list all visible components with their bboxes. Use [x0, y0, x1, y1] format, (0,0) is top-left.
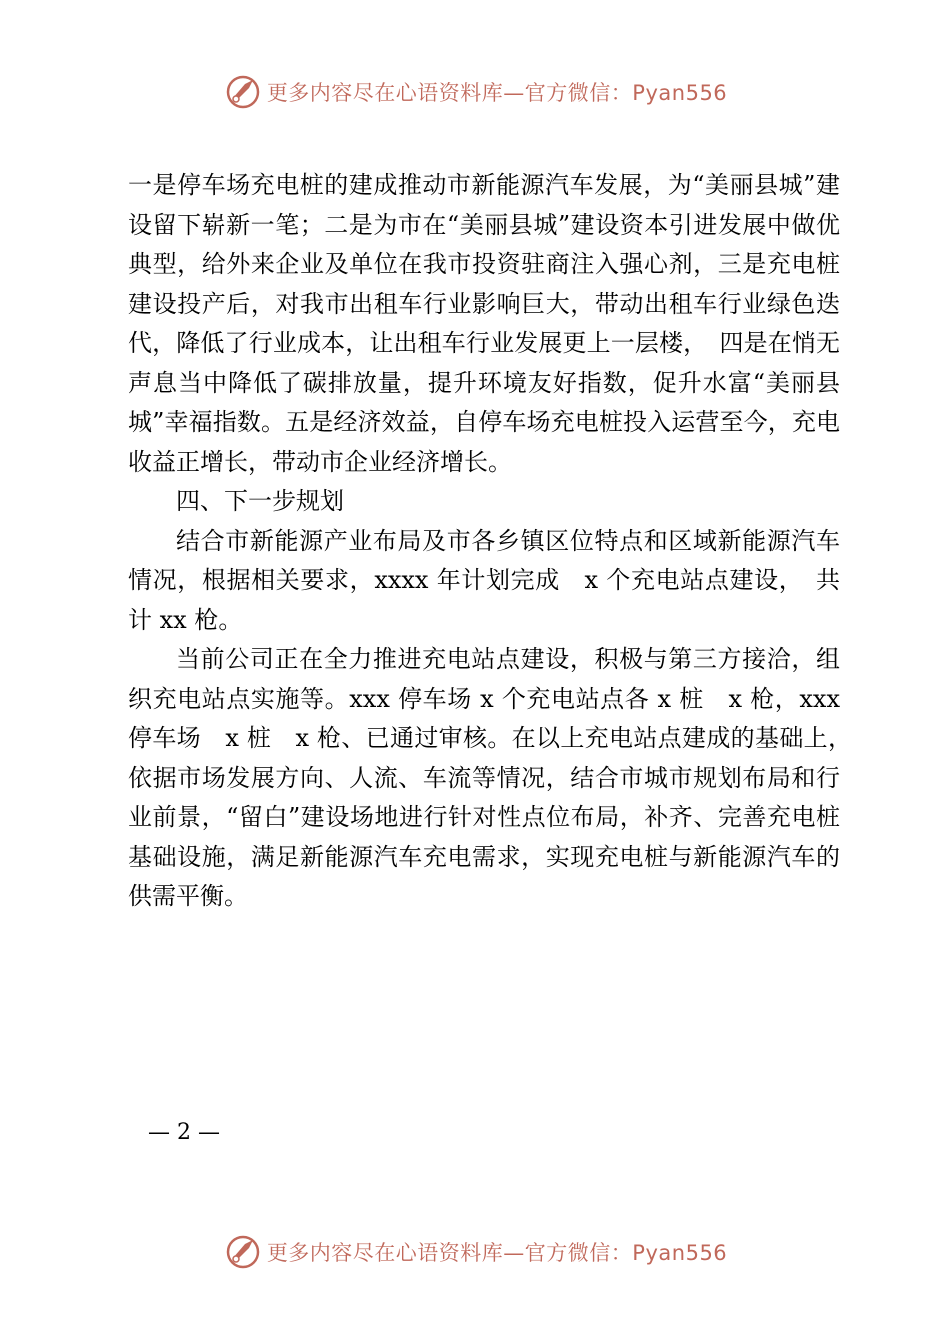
logo-icon	[223, 72, 263, 112]
footer-banner	[0, 1232, 950, 1272]
header-banner-text: 更多内容尽在心语资料库—官方微信：Pyan556	[266, 81, 728, 105]
document-body	[128, 166, 864, 917]
page-number: — 2 —	[148, 1120, 220, 1145]
paragraph-benefits: 一是停车场充电桩的建成推动市新能源汽车发展，为“美丽县城”建设留下崭新一笔；二是为市在“美丽县城”建设资本引进发展中做优典型，给外来企业及单位在我市投资驻商注入强心剂，三是充电桩建设投产后，对我市出租车行业影响巨大，带动出租车行业绿色迭代，降低了行业成本，让出租车行业发展更上一层楼， 四是在悄无声息当中降低了碳排放量，提升环境友好指数，促升水富“美丽县城”幸福指数。五是经济效益，自停车场充电桩投入运营至今，充电收益正增长，带动市企业经济增长。	[128, 171, 840, 476]
section-heading-next-steps: 四、下一步规划	[176, 487, 344, 515]
paragraph-plan: 结合市新能源产业布局及市各乡镇区位特点和区域新能源汽车情况，根据相关要求，xxxx 年计划完成 x 个充电站点建设， 共计 xx 枪。	[128, 526, 840, 634]
logo-icon	[223, 1232, 263, 1272]
header-banner	[0, 72, 950, 112]
footer-banner-text: 更多内容尽在心语资料库—官方微信：Pyan556	[266, 1241, 728, 1265]
paragraph-progress: 当前公司正在全力推进充电站点建设，积极与第三方接洽，组织充电站点实施等。xxx 停车场 x 个充电站点各 x 桩 x 枪，xxx 停车场 x 桩 x 枪、已通过审核。在以上充电站点建成的基础上， 依据市场发展方向、人流、车流等情况，结合市城市规划布局和行业前景，“留白”建设场地进行针对性点位布局，补齐、完善充电桩基础设施，满足新能源汽车充电需求，实现充电桩与新能源汽车的供需平衡。	[128, 645, 864, 910]
